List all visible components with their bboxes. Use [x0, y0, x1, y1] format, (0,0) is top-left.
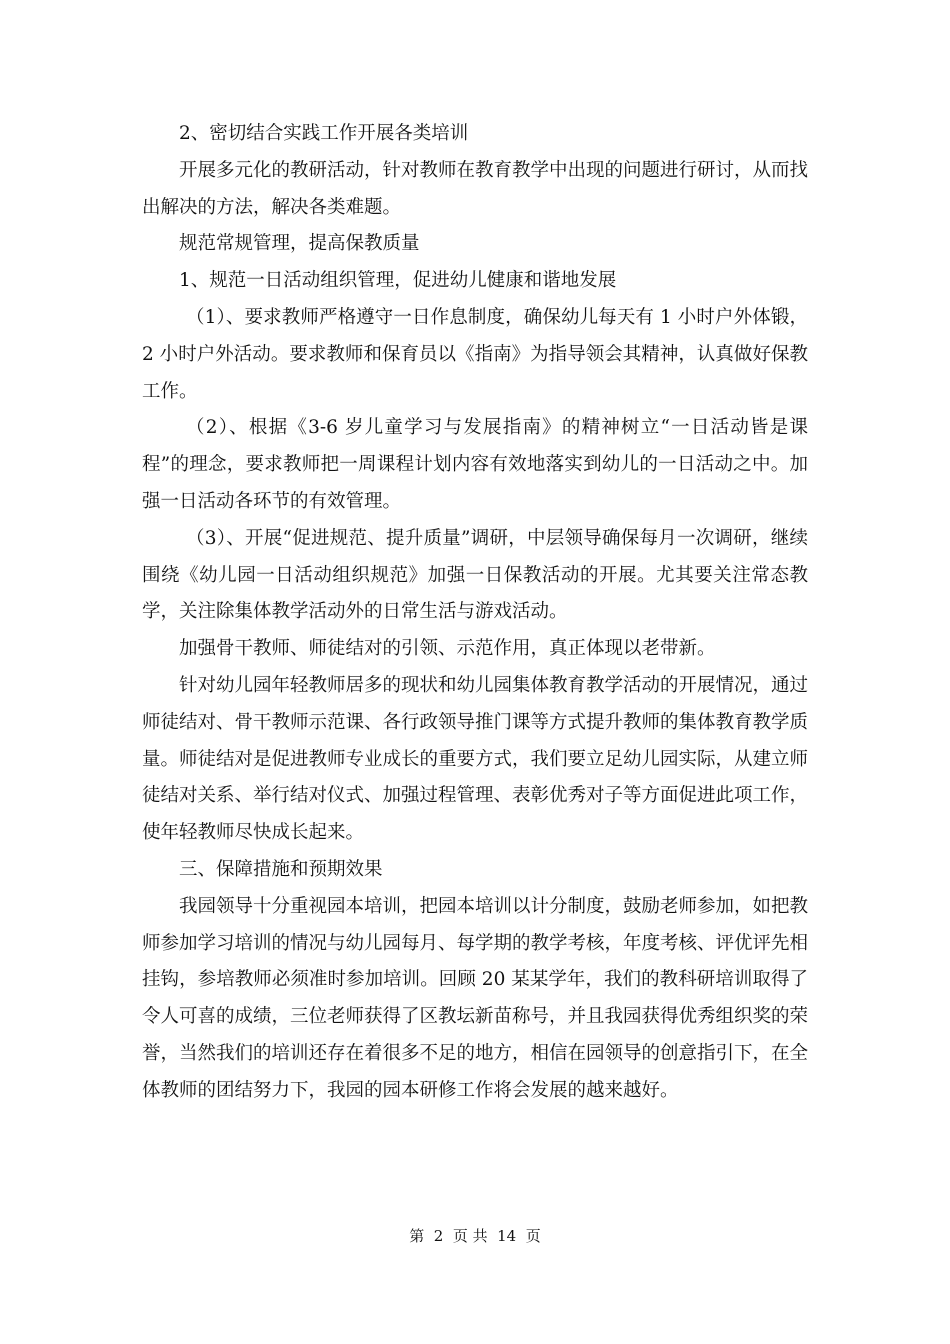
paragraph-heading-mentoring: 加强骨干教师、师徒结对的引领、示范作用，真正体现以老带新。: [179, 638, 716, 660]
paragraph-safeguards-details: 我园领导十分重视园本培训，把园本培训以计分制度，鼓励老师参加，如把教师参加学习培训的情况与幼儿园每月、每学期的教学考核，年度考核、评优评先相挂钩，参培教师必须准时参加培训。回顾 20 某某学年，我们的教科研培训取得了令人可喜的成绩，三位老师获得了区教坛新苗称号，并且我园获得优秀组织奖的荣誉，当然我们的培训还存在着很多不足的地方，相信在园领导的创意指引下，在全体教师的团结努力下，我园的园本研修工作将会发展的越来越好。: [142, 895, 809, 1101]
paragraph-section-heading-training: 2、密切结合实践工作开展各类培训: [179, 123, 469, 144]
paragraph-heading-routine-management: 规范常规管理，提高保教质量: [179, 233, 420, 255]
document-body: [142, 116, 808, 1110]
paragraph-item-3: （3）、开展“促进规范、提升质量”调研，中层领导确保每月一次调研，继续围绕《幼儿园一日活动组织规范》加强一日保教活动的开展。尤其要关注常态教学，关注除集体教学活动外的日常生活与游戏活动。: [142, 527, 808, 623]
paragraph-item-2: （2）、根据《3-6 岁儿童学习与发展指南》的精神树立“一日活动皆是课程”的理念，要求教师把一周课程计划内容有效地落实到幼儿的一日活动之中。加强一日活动各环节的有效管理。: [142, 417, 808, 512]
paragraph-mentoring-details: 针对幼儿园年轻教师居多的现状和幼儿园集体教育教学活动的开展情况，通过师徒结对、骨干教师示范课、各行政领导推门课等方式提升教师的集体教育教学质量。师徒结对是促进教师专业成长的重要方式，我们要立足幼儿园实际，从建立师徒结对关系、举行结对仪式、加强过程管理、表彰优秀对子等方面促进此项工作，使年轻教师尽快成长起来。: [142, 674, 809, 844]
page-number-footer: 第 2 页 共 14 页: [409, 1227, 541, 1245]
paragraph-item-1: （1）、要求教师严格遵守一日作息制度，确保幼儿每天有 1 小时户外体锻，2 小时户外活动。要求教师和保育员以《指南》为指导领会其精神，认真做好保教工作。: [142, 306, 808, 402]
paragraph-heading-safeguards: 三、保障措施和预期效果: [179, 858, 383, 880]
paragraph-research-activities: 开展多元化的教研活动，针对教师在教育教学中出现的问题进行研讨，从而找出解决的方法，解决各类难题。: [142, 159, 809, 218]
paragraph-heading-daily-activities: 1、规范一日活动组织管理，促进幼儿健康和谐地发展: [179, 270, 617, 292]
